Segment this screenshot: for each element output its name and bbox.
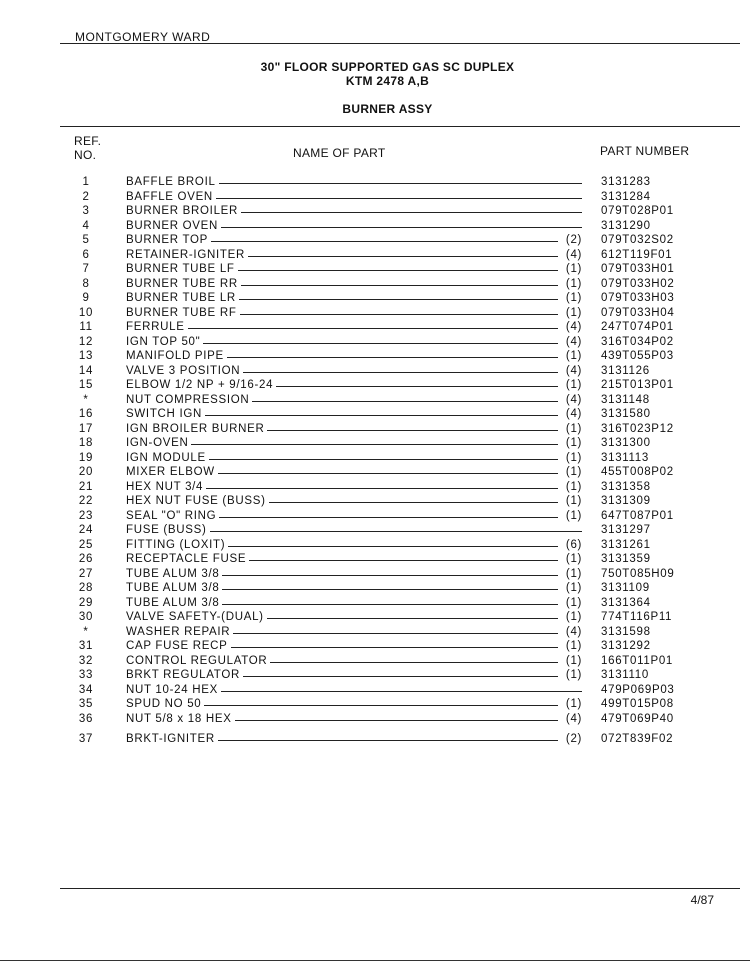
- ref-number: 20: [78, 466, 94, 478]
- leader-line: [241, 285, 558, 286]
- part-number: 3131109: [601, 582, 650, 594]
- ref-number: 37: [78, 733, 94, 745]
- table-row: [0, 205, 750, 219]
- part-number: 439T055P03: [601, 350, 674, 362]
- ref-number: 22: [78, 495, 94, 507]
- part-name: BURNER BROILER: [126, 205, 239, 217]
- part-number: 455T008P02: [601, 466, 674, 478]
- leader-line: [269, 502, 558, 503]
- part-number: 316T034P02: [601, 335, 674, 348]
- part-name: BRKT-IGNITER: [126, 733, 215, 745]
- ref-number: 6: [82, 248, 90, 261]
- leader-line: [252, 401, 558, 402]
- quantity: (4): [565, 625, 583, 638]
- table-row: [0, 669, 750, 683]
- part-number: 079T033H04: [601, 306, 675, 319]
- quantity: (1): [565, 306, 583, 319]
- part-name: HEX NUT FUSE (BUSS): [126, 495, 266, 507]
- column-header-ref-line1: REF.: [74, 134, 102, 148]
- part-name: CONTROL REGULATOR: [126, 654, 268, 667]
- ref-number: 31: [78, 640, 94, 652]
- part-number: 166T011P01: [601, 654, 674, 667]
- part-name: BURNER TUBE LF: [126, 263, 235, 275]
- table-row: [0, 423, 750, 437]
- quantity: (1): [565, 582, 583, 594]
- quantity: (1): [565, 263, 583, 275]
- ref-number: 10: [78, 306, 94, 319]
- table-row: [0, 481, 750, 495]
- part-name: MIXER ELBOW: [126, 466, 215, 478]
- leader-line: [218, 473, 558, 474]
- part-name: IGN BROILER BURNER: [126, 422, 265, 435]
- part-number: 3131297: [601, 524, 651, 536]
- leader-line: [216, 198, 582, 199]
- part-number: 3131284: [601, 190, 651, 203]
- leader-line: [222, 589, 558, 590]
- table-row: [0, 582, 750, 596]
- table-row: [0, 611, 750, 625]
- part-number: 3131300: [601, 437, 651, 449]
- table-row: [0, 640, 750, 654]
- table-row: [0, 452, 750, 466]
- ref-number: 4: [82, 219, 90, 232]
- ref-number: 18: [78, 437, 94, 449]
- part-name: ELBOW 1/2 NP + 9/16-24: [126, 379, 274, 391]
- column-header-part-number: PART NUMBER: [600, 144, 690, 158]
- part-name: BAFFLE BROIL: [126, 176, 216, 188]
- leader-line: [188, 328, 558, 329]
- quantity: (4): [565, 393, 583, 406]
- quantity: (4): [565, 364, 583, 377]
- leader-line: [239, 299, 558, 300]
- table-row: [0, 365, 750, 379]
- part-name: NUT 5/8 x 18 HEX: [126, 712, 232, 725]
- part-name: SWITCH IGN: [126, 408, 202, 420]
- part-name: MANIFOLD PIPE: [126, 350, 224, 362]
- ref-number: *: [83, 393, 89, 406]
- quantity: (1): [565, 596, 583, 609]
- table-row: [0, 321, 750, 335]
- table-row: [0, 524, 750, 538]
- part-number: 079T033H01: [601, 263, 675, 275]
- part-name: CAP FUSE RECP: [126, 640, 228, 652]
- leader-line: [221, 227, 582, 228]
- part-number: 079T033H02: [601, 277, 675, 290]
- ref-number: 27: [78, 567, 94, 580]
- part-number: 3131126: [601, 364, 650, 377]
- table-row: [0, 597, 750, 611]
- table-row: [0, 684, 750, 698]
- table-row: [0, 292, 750, 306]
- part-name: TUBE ALUM 3/8: [126, 596, 220, 609]
- leader-line: [203, 343, 558, 344]
- leader-line: [243, 676, 558, 677]
- ref-number: 11: [79, 321, 93, 333]
- part-name: NUT COMPRESSION: [126, 393, 250, 406]
- quantity: (1): [565, 495, 583, 507]
- ref-number: 35: [78, 698, 94, 710]
- table-row: [0, 336, 750, 350]
- part-number: 3131364: [601, 596, 651, 609]
- leader-line: [238, 270, 558, 271]
- leader-line: [205, 415, 558, 416]
- part-name: RETAINER-IGNITER: [126, 248, 245, 261]
- part-number: 247T074P01: [601, 321, 674, 333]
- part-name: HEX NUT 3/4: [126, 480, 204, 493]
- part-number: 3131359: [601, 553, 651, 565]
- quantity: (4): [565, 712, 583, 725]
- leader-line: [241, 212, 582, 213]
- part-name: BURNER TUBE RR: [126, 277, 238, 290]
- part-number: 774T116P11: [601, 611, 673, 623]
- leader-line: [210, 531, 582, 532]
- ref-number: 13: [78, 350, 94, 362]
- part-number: 3131290: [601, 219, 651, 232]
- part-name: BURNER TOP: [126, 234, 208, 246]
- column-header-ref-line2: NO.: [74, 148, 97, 162]
- part-number: 3131113: [601, 451, 649, 464]
- ref-number: 21: [78, 480, 94, 493]
- page-number: 4/87: [690, 893, 714, 907]
- leader-line: [276, 386, 558, 387]
- part-number: 079T032S02: [601, 234, 674, 246]
- part-name: VALVE SAFETY-(DUAL): [126, 611, 264, 623]
- leader-line: [191, 444, 558, 445]
- part-number: 3131598: [601, 625, 651, 638]
- quantity: (1): [565, 437, 583, 449]
- quantity: (1): [565, 350, 583, 362]
- part-name: FITTING (LOXIT): [126, 538, 226, 551]
- ref-number: 30: [78, 611, 94, 623]
- model-number: KTM 2478 A,B: [345, 74, 430, 88]
- leader-line: [228, 546, 558, 547]
- quantity: (1): [565, 509, 583, 522]
- part-name: IGN-OVEN: [126, 437, 189, 449]
- part-name: BURNER TUBE LR: [126, 292, 236, 304]
- ref-number: 29: [78, 596, 94, 609]
- table-row: [0, 568, 750, 582]
- quantity: (1): [565, 379, 583, 391]
- ref-number: 15: [78, 379, 94, 391]
- ref-number: 2: [82, 190, 90, 203]
- ref-number: 19: [78, 451, 94, 464]
- leader-line: [270, 662, 558, 663]
- part-name: TUBE ALUM 3/8: [126, 582, 220, 594]
- part-name: IGN TOP 50": [126, 335, 201, 348]
- table-row: [0, 278, 750, 292]
- table-row: [0, 495, 750, 509]
- table-row: [0, 713, 750, 727]
- leader-line: [267, 618, 558, 619]
- quantity: (4): [565, 335, 583, 348]
- ref-number: 9: [82, 292, 90, 304]
- section-title: BURNER ASSY: [342, 102, 433, 116]
- part-number: 3131110: [601, 669, 649, 681]
- ref-number: 33: [78, 669, 94, 681]
- leader-line: [206, 488, 558, 489]
- quantity: (1): [565, 611, 583, 623]
- ref-number: 3: [82, 205, 90, 217]
- leader-line: [204, 705, 558, 706]
- ref-number: 32: [78, 654, 94, 667]
- quantity: (4): [565, 408, 583, 420]
- table-row: [0, 220, 750, 234]
- leader-line: [243, 372, 558, 373]
- ref-number: 7: [82, 263, 90, 275]
- quantity: (4): [565, 321, 583, 333]
- quantity: (1): [565, 451, 583, 464]
- quantity: (1): [565, 669, 583, 681]
- quantity: (1): [565, 480, 583, 493]
- quantity: (1): [565, 698, 583, 710]
- part-number: 072T839F02: [601, 733, 674, 745]
- table-row: [0, 626, 750, 640]
- part-name: TUBE ALUM 3/8: [126, 567, 220, 580]
- part-number: 079T033H03: [601, 292, 675, 304]
- quantity: (6): [565, 538, 583, 551]
- part-number: 079T028P01: [601, 205, 674, 217]
- part-name: IGN MODULE: [126, 451, 206, 464]
- part-name: WASHER REPAIR: [126, 625, 231, 638]
- part-name: BRKT REGULATOR: [126, 669, 240, 681]
- ref-number: 1: [82, 176, 90, 188]
- part-name: BURNER TUBE RF: [126, 306, 237, 319]
- part-number: 479P069P03: [601, 683, 675, 696]
- leader-line: [249, 560, 558, 561]
- ref-number: 34: [78, 683, 94, 696]
- part-number: 479T069P40: [601, 712, 674, 725]
- table-row: [0, 553, 750, 567]
- quantity: (1): [565, 553, 583, 565]
- part-number: 316T023P12: [601, 422, 674, 435]
- bottom-edge-rule: [0, 960, 750, 961]
- table-row: [0, 394, 750, 408]
- part-number: 3131292: [601, 640, 651, 652]
- quantity: (1): [565, 292, 583, 304]
- leader-line: [221, 691, 582, 692]
- ref-number: 5: [82, 234, 90, 246]
- table-row: [0, 249, 750, 263]
- quantity: (4): [565, 248, 583, 261]
- quantity: (1): [565, 277, 583, 290]
- part-name: SPUD NO 50: [126, 698, 202, 710]
- ref-number: *: [83, 625, 89, 638]
- table-row: [0, 510, 750, 524]
- table-row: [0, 263, 750, 277]
- quantity: (2): [565, 733, 583, 745]
- part-number: 3131261: [601, 538, 651, 551]
- brand-name: MONTGOMERY WARD: [75, 30, 211, 44]
- part-name: SEAL "O" RING: [126, 509, 217, 522]
- part-number: 499T015P08: [601, 698, 674, 710]
- ref-number: 8: [82, 277, 90, 290]
- column-header-name: NAME OF PART: [293, 146, 386, 160]
- table-row: [0, 307, 750, 321]
- part-name: FUSE (BUSS): [126, 524, 207, 536]
- ref-number: 25: [78, 538, 94, 551]
- footer-rule: [60, 888, 740, 889]
- leader-line: [231, 647, 558, 648]
- leader-line: [222, 604, 558, 605]
- table-row: [0, 191, 750, 205]
- leader-line: [235, 720, 558, 721]
- ref-number: 28: [78, 582, 94, 594]
- table-row: [0, 539, 750, 553]
- leader-line: [218, 740, 558, 741]
- leader-line: [219, 183, 582, 184]
- part-number: 612T119F01: [601, 248, 673, 261]
- table-row: [0, 733, 750, 747]
- leader-line: [267, 430, 558, 431]
- quantity: (1): [565, 640, 583, 652]
- document-title: 30" FLOOR SUPPORTED GAS SC DUPLEX: [260, 60, 515, 74]
- ref-number: 26: [78, 553, 94, 565]
- ref-number: 16: [78, 408, 94, 420]
- part-name: RECEPTACLE FUSE: [126, 553, 247, 565]
- leader-line: [209, 459, 558, 460]
- part-name: NUT 10-24 HEX: [126, 683, 218, 696]
- ref-number: 36: [78, 712, 94, 725]
- ref-number: 12: [78, 335, 94, 348]
- leader-line: [240, 314, 558, 315]
- table-row: [0, 466, 750, 480]
- table-row: [0, 698, 750, 712]
- table-row: [0, 437, 750, 451]
- ref-number: 14: [78, 364, 94, 377]
- part-name: BURNER OVEN: [126, 219, 219, 232]
- leader-line: [227, 357, 558, 358]
- part-number: 3131148: [601, 393, 650, 406]
- table-row: [0, 655, 750, 669]
- quantity: (1): [565, 567, 583, 580]
- quantity: (2): [565, 234, 583, 246]
- ref-number: 24: [78, 524, 94, 536]
- leader-line: [233, 633, 558, 634]
- part-name: VALVE 3 POSITION: [126, 364, 241, 377]
- leader-line: [222, 575, 558, 576]
- part-number: 3131580: [601, 408, 651, 420]
- part-number: 647T087P01: [601, 509, 674, 522]
- part-name: BAFFLE OVEN: [126, 190, 213, 203]
- part-number: 750T085H09: [601, 567, 675, 580]
- part-number: 3131358: [601, 480, 651, 493]
- leader-line: [248, 256, 558, 257]
- table-row: [0, 234, 750, 248]
- ref-number: 23: [78, 509, 94, 522]
- table-row: [0, 408, 750, 422]
- table-row: [0, 350, 750, 364]
- quantity: (1): [565, 654, 583, 667]
- ref-number: 17: [78, 422, 94, 435]
- leader-line: [219, 517, 558, 518]
- part-name: FERRULE: [126, 321, 185, 333]
- leader-line: [211, 241, 558, 242]
- table-row: [0, 379, 750, 393]
- part-number: 215T013P01: [601, 379, 674, 391]
- table-row: [0, 176, 750, 190]
- part-number: 3131283: [601, 176, 651, 188]
- part-number: 3131309: [601, 495, 651, 507]
- quantity: (1): [565, 422, 583, 435]
- quantity: (1): [565, 466, 583, 478]
